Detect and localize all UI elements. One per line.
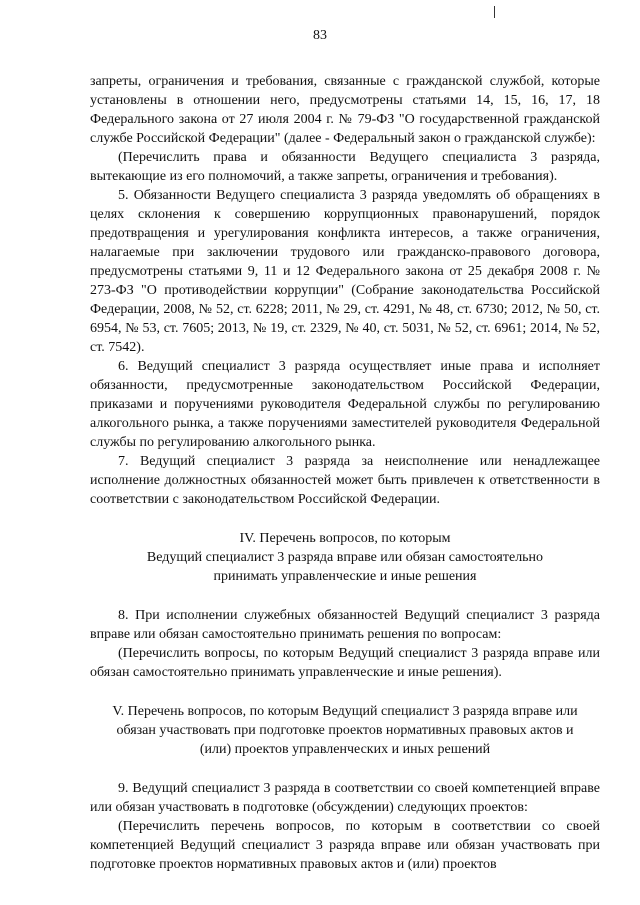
section-v-heading-line-1: V. Перечень вопросов, по которым Ведущий специалист 3 разряда вправе или xyxy=(112,704,578,719)
paragraph-instruction-decisions: (Перечислить вопросы, по которым Ведущий специалист 3 разряда вправе или обязан самостоятельно принимать управленческие и иные решения). xyxy=(90,646,600,680)
paragraph-6: 6. Ведущий специалист 3 разряда осуществляет иные права и исполняет обязанности, предусмотренные законодательством Российской Федерации, приказами и поручениями руководителя Федеральной службы по регулированию алкогольного рынка, а также поручениями заместителей руководителя Федеральной службы по регулированию алкогольного рынка. xyxy=(90,359,600,450)
section-iv-heading-line-3: принимать управленческие и иные решения xyxy=(213,569,477,584)
document-body xyxy=(90,72,600,874)
paragraph-7: 7. Ведущий специалист 3 разряда за неисполнение или ненадлежащее исполнение должностных обязанностей может быть привлечен к ответственности в соответствии с законодательством Российской Федерации. xyxy=(90,454,600,507)
paragraph-instruction-projects: (Перечислить перечень вопросов, по которым в соответствии со своей компетенцией Ведущий специалист 3 разряда вправе или обязан участвовать при подготовке проектов нормативных правовых актов и (или) проектов xyxy=(90,819,600,872)
section-iv-heading-line-1: IV. Перечень вопросов, по которым xyxy=(239,531,451,546)
binding-mark xyxy=(494,6,495,18)
paragraph-5: 5. Обязанности Ведущего специалиста 3 разряда уведомлять об обращениях в целях склонения к совершению коррупционных правонарушений, порядок предотвращения и урегулирования конфликта интересов, а также ограничения, налагаемые при заключении трудового или гражданско-правового договора, предусмотрены статьями 9, 11 и 12 Федерального закона от 25 декабря 2008 г. № 273-ФЗ "О противодействии коррупции" (Собрание законодательства Российской Федерации, 2008, № 52, ст. 6228; 2011, № 29, ст. 4291, № 48, ст. 6730; 2012, № 50, ст. 6954, № 53, ст. 7605; 2013, № 19, ст. 2329, № 40, ст. 5031, № 52, ст. 6961; 2014, № 52, ст. 7542). xyxy=(90,188,600,355)
paragraph-continuation: запреты, ограничения и требования, связанные с гражданской службой, которые установлены в отношении него, предусмотрены статьями 14, 15, 16, 17, 18 Федерального закона от 27 июля 2004 г. № 79-ФЗ "О государственной гражданской службе Российской Федерации" (далее - Федеральный закон о гражданской службе): xyxy=(90,74,600,146)
section-iv-heading-line-2: Ведущий специалист 3 разряда вправе или обязан самостоятельно xyxy=(146,550,544,565)
paragraph-8: 8. При исполнении служебных обязанностей Ведущий специалист 3 разряда вправе или обязан самостоятельно принимать решения по вопросам: xyxy=(90,608,600,642)
paragraph-instruction-rights: (Перечислить права и обязанности Ведущего специалиста 3 разряда, вытекающие из его полномочий, а также запреты, ограничения и требования). xyxy=(90,150,600,184)
page-number: 83 xyxy=(313,28,327,43)
section-v-heading-line-2: обязан участвовать при подготовке проектов нормативных правовых актов и xyxy=(116,723,574,738)
paragraph-9: 9. Ведущий специалист 3 разряда в соответствии со своей компетенцией вправе или обязан участвовать в подготовке (обсуждении) следующих проектов: xyxy=(90,781,600,815)
section-v-heading-line-3: (или) проектов управленческих и иных решений xyxy=(199,742,491,757)
